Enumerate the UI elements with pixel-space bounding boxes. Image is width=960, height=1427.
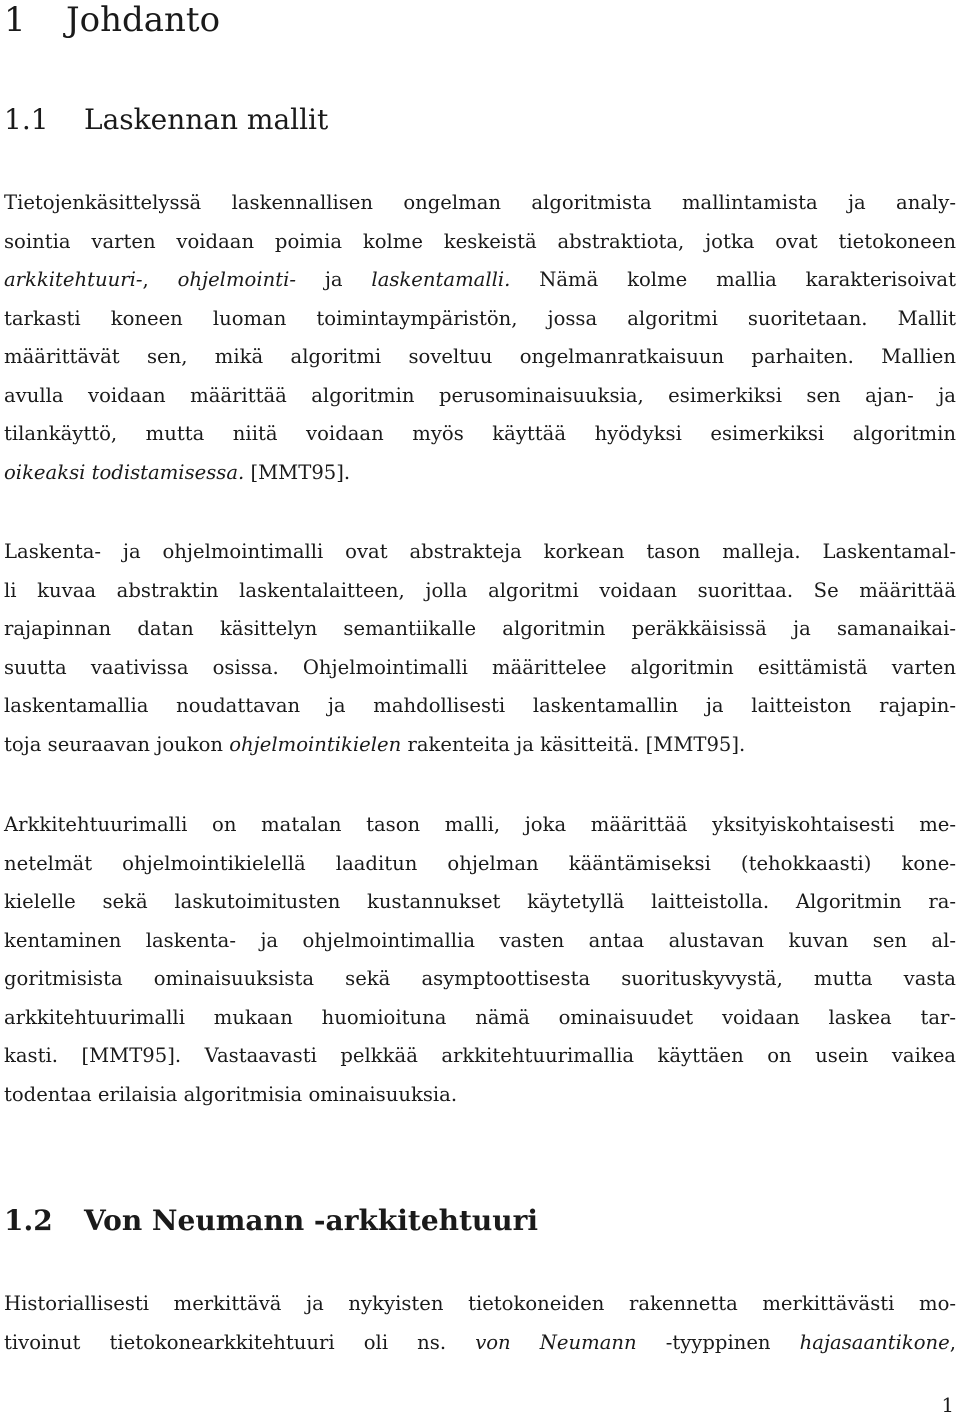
text-line: Arkkitehtuurimalli on matalan tason malli, joka määrittää yksityiskohtaisesti me-	[4, 813, 956, 836]
text-line: li kuvaa abstraktin laskentalaitteen, jolla algoritmi voidaan suorittaa. Se määrittää	[4, 578, 956, 602]
paragraph-2	[4, 533, 956, 764]
text-line	[4, 454, 956, 493]
text-line: Historiallisesti merkittävä ja nykyisten tietokoneiden rakennetta merkittävästi mo-	[4, 1292, 956, 1315]
section-number: 1.1	[4, 103, 49, 136]
text-line: todentaa erilaisia algoritmisia ominaisuuksia.	[4, 1082, 458, 1106]
emphasis: ohjelmointikielen	[229, 732, 402, 756]
emphasis: laskentamalli.	[371, 268, 511, 291]
chapter-title: Johdanto	[66, 0, 221, 40]
emphasis: hajasaantikone	[799, 1330, 950, 1354]
text-line: arkkitehtuurimalli mukaan huomioituna nämä ominaisuudet voidaan laskea tar-	[4, 1005, 956, 1029]
text-line: toja seuraavan joukon ohjelmointikielen rakenteita ja käsitteitä. [MMT95].	[4, 732, 746, 756]
text-line: avulla voidaan määrittää algoritmin perusominaisuuksia, esimerkiksi sen ajan- ja	[4, 383, 956, 407]
text-line: arkkitehtuuri-, ohjelmointi- ja laskentamalli. Nämä kolme mallia karakterisoivat	[4, 268, 956, 291]
text-line: tilankäyttö, mutta niitä voidaan myös käyttää hyödyksi esimerkiksi algoritmin	[4, 422, 956, 445]
text-line: Laskenta- ja ohjelmointimalli ovat abstrakteja korkean tason malleja. Laskentamal-	[4, 540, 956, 563]
paragraph-3	[4, 806, 956, 1114]
section-heading-1-1	[4, 102, 328, 138]
text-line: tivoinut tietokonearkkitehtuuri oli ns. von Neumann -tyyppinen hajasaantikone,	[4, 1330, 957, 1354]
citation: [MMT95].	[244, 460, 351, 484]
paragraph-4	[4, 1285, 956, 1362]
text-line: rajapinnan datan käsittelyn semantiikalle algoritmin peräkkäisissä ja samanaikai-	[4, 617, 956, 640]
text-line: tarkasti koneen luoman toimintaympäristön, jossa algoritmi suoritetaan. Mallit	[4, 306, 956, 330]
section-title: Von Neumann -arkkitehtuuri	[84, 1204, 539, 1237]
text-line: suutta vaativissa osissa. Ohjelmointimalli määrittelee algoritmin esittämistä varten	[4, 655, 956, 679]
text-line: laskentamallia noudattavan ja mahdollisesti laskentamallin ja laitteiston rajapin-	[4, 694, 956, 717]
chapter-heading	[4, 0, 220, 40]
text-line: goritmisista ominaisuuksista sekä asymptoottisesta suorituskyvystä, mutta vasta	[4, 967, 956, 990]
text-line: kasti. [MMT95]. Vastaavasti pelkkää arkkitehtuurimallia käyttäen on usein vaikea	[4, 1044, 956, 1067]
text-line: sointia varten voidaan poimia kolme keskeistä abstraktiota, jotka ovat tietokoneen	[4, 229, 956, 253]
text-line: kentaminen laskenta- ja ohjelmointimallia vasten antaa alustavan kuvan sen al-	[4, 928, 956, 952]
emphasis: von Neumann	[475, 1330, 637, 1354]
text-line: Tietojenkäsittelyssä laskennallisen ongelman algoritmista mallintamista ja analy-	[4, 191, 956, 214]
text-line: määrittävät sen, mikä algoritmi soveltuu ongelmanratkaisuun parhaiten. Mallien	[4, 345, 956, 368]
emphasis: oikeaksi todistamisessa.	[4, 460, 245, 484]
emphasis: arkkitehtuuri-	[4, 268, 143, 291]
emphasis: ohjelmointi-	[177, 268, 296, 291]
paragraph-1	[4, 184, 956, 492]
section-title: Laskennan mallit	[84, 103, 329, 136]
text-line: kielelle sekä laskutoimitusten kustannukset käytetyllä laitteistolla. Algoritmin ra-	[4, 890, 956, 913]
section-heading-1-2	[4, 1203, 538, 1239]
section-number: 1.2	[4, 1204, 53, 1237]
page-number: 1	[941, 1394, 954, 1417]
chapter-number: 1	[4, 0, 26, 40]
text-line: netelmät ohjelmointikielellä laaditun ohjelman kääntämiseksi (tehokkaasti) kone-	[4, 851, 956, 875]
